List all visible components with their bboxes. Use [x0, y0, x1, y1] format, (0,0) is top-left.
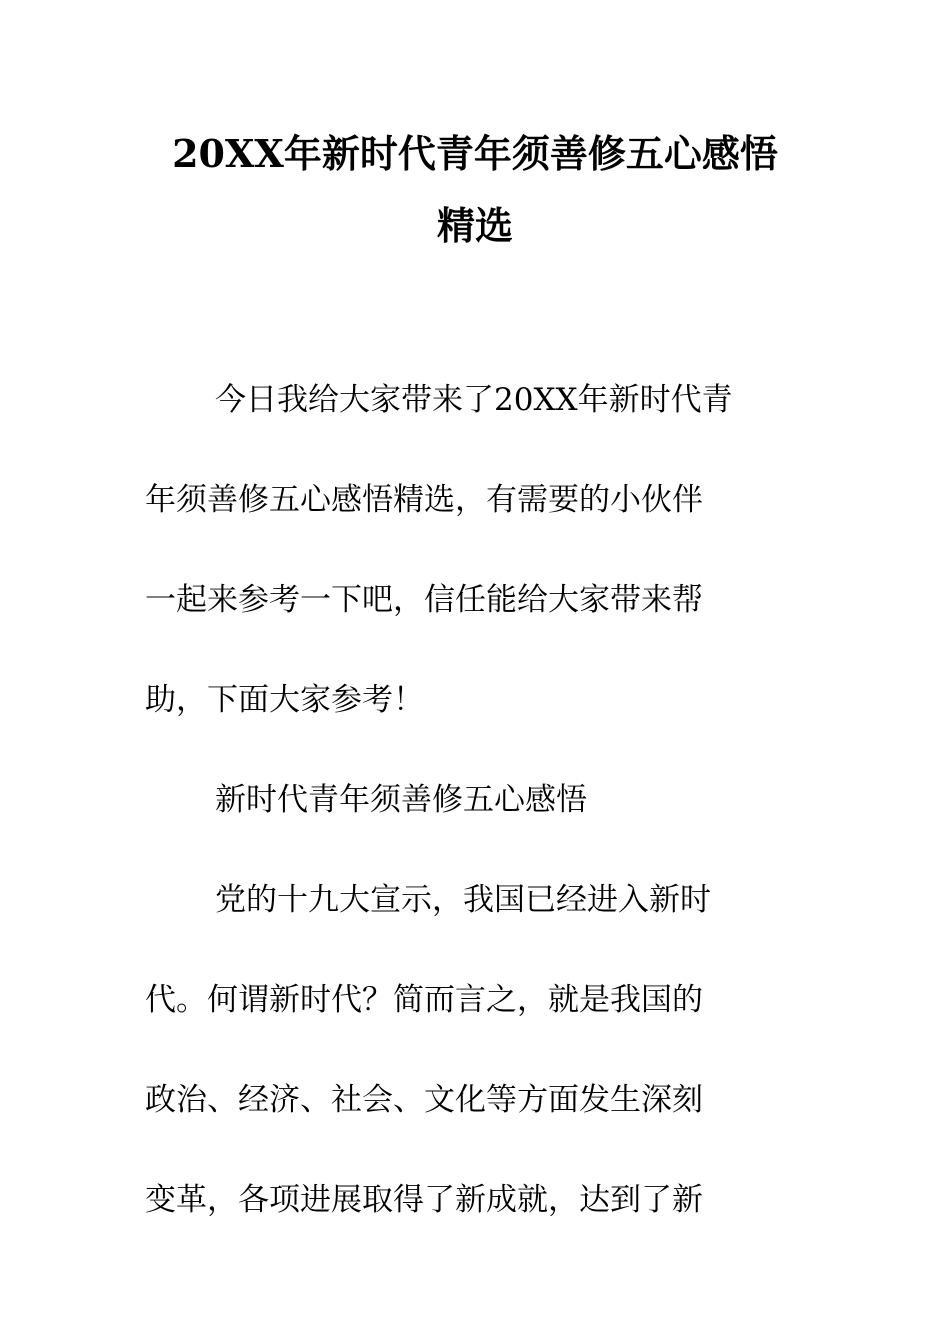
- paragraph-line: 今日我给大家带来了20XX年新时代青: [215, 382, 733, 418]
- paragraph-line: 助，下面大家参考！: [145, 682, 424, 718]
- paragraph-line: 一起来参考一下吧，信任能给大家带来帮: [145, 582, 703, 618]
- document-title: [145, 118, 805, 262]
- paragraph-line: 变革，各项进展取得了新成就，达到了新: [145, 1182, 703, 1218]
- title-line-1: 20XX年新时代青年须善修五心感悟: [172, 131, 778, 176]
- paragraph-line: 政治、经济、社会、文化等方面发生深刻: [145, 1082, 703, 1118]
- paragraph-line: 代。何谓新时代？简而言之，就是我国的: [145, 982, 703, 1018]
- paragraph-line: 年须善修五心感悟精选，有需要的小伙伴: [145, 482, 703, 518]
- section-heading: 新时代青年须善修五心感悟: [215, 782, 587, 818]
- paragraph-line: 党的十九大宣示，我国已经进入新时: [215, 882, 711, 918]
- title-line-2: 精选: [436, 203, 513, 248]
